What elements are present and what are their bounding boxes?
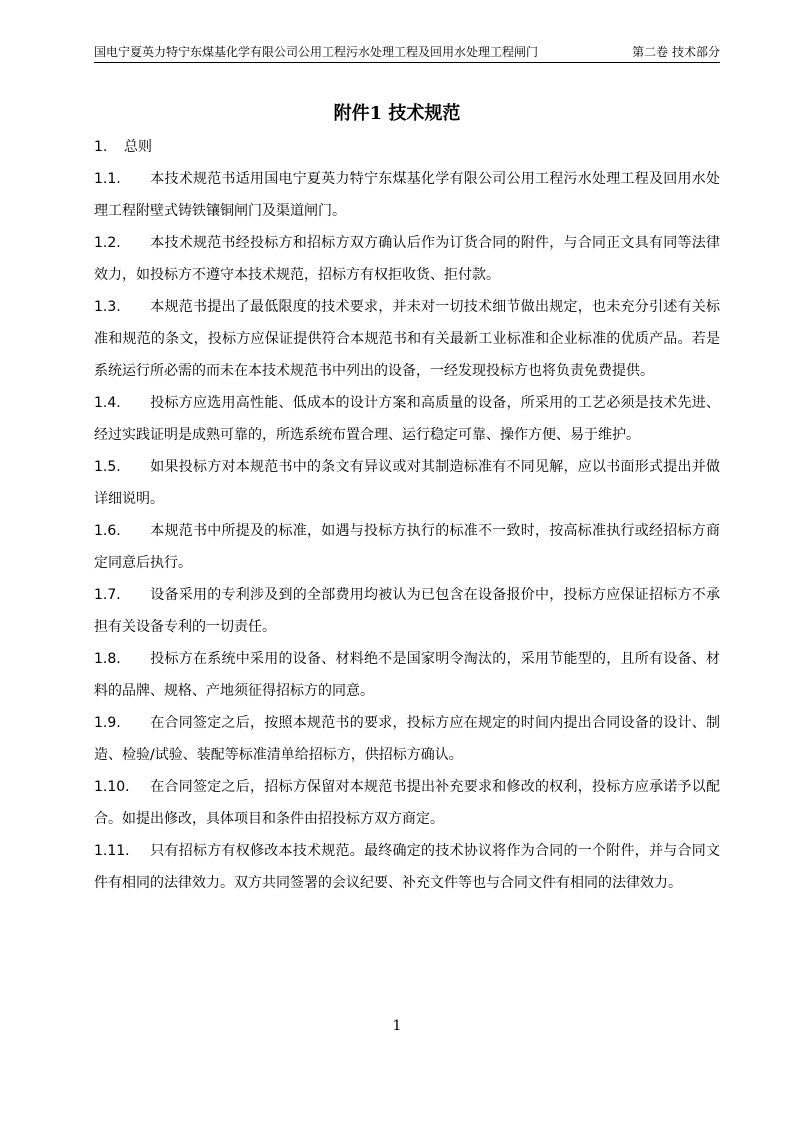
clause-text: 投标方应选用高性能、低成本的设计方案和高质量的设备，所采用的工艺必须是技术先进、经过实践证明是成熟可靠的，所选系统布置合理、运行稳定可靠、操作方便、易于维护。: [94, 395, 720, 443]
section-title: 总则: [124, 139, 152, 155]
document-body: [94, 131, 720, 899]
clause-number: 1.3.: [94, 299, 121, 315]
clause-text: 本规范书中所提及的标准，如遇与投标方执行的标准不一致时，按高标准执行或经招标方商定同意后执行。: [94, 523, 720, 571]
clause-text: 设备采用的专利涉及到的全部费用均被认为已包含在设备报价中，投标方应保证招标方不承担有关设备专利的一切责任。: [94, 587, 720, 635]
clause-text: 本技术规范书经投标方和招标方双方确认后作为订货合同的附件，与合同正文具有同等法律效力，如投标方不遵守本技术规范，招标方有权拒收货、拒付款。: [94, 235, 720, 283]
clause-paragraph: [94, 707, 720, 771]
clause-number: 1.7.: [94, 587, 121, 603]
section-number: 1.: [94, 139, 108, 155]
clause-paragraph: [94, 579, 720, 643]
clause-paragraph: [94, 227, 720, 291]
clause-paragraph: [94, 643, 720, 707]
document-title: 附件1 技术规范: [333, 103, 461, 124]
header-project-title: 国电宁夏英力特宁东煤基化学有限公司公用工程污水处理工程及回用水处理工程闸门: [94, 45, 539, 59]
clause-number: 1.6.: [94, 523, 121, 539]
clause-number: 1.8.: [94, 651, 121, 667]
clause-paragraph: [94, 387, 720, 451]
clause-list: [94, 163, 720, 899]
clause-number: 1.5.: [94, 459, 121, 475]
section-heading: [94, 131, 720, 163]
clause-paragraph: [94, 451, 720, 515]
clause-paragraph: [94, 771, 720, 835]
clause-paragraph: [94, 835, 720, 899]
clause-text: 如果投标方对本规范书中的条文有异议或对其制造标准有不同见解，应以书面形式提出并做详细说明。: [94, 459, 720, 507]
page-number: 1: [392, 1018, 402, 1034]
clause-text: 投标方在系统中采用的设备、材料绝不是国家明令淘汰的，采用节能型的，且所有设备、材料的品牌、规格、产地须征得招标方的同意。: [94, 651, 720, 699]
clause-paragraph: [94, 515, 720, 579]
clause-number: 1.10.: [94, 779, 130, 795]
clause-number: 1.1.: [94, 171, 121, 187]
clause-number: 1.2.: [94, 235, 121, 251]
clause-number: 1.4.: [94, 395, 121, 411]
clause-number: 1.11.: [94, 843, 130, 859]
clause-text: 本技术规范书适用国电宁夏英力特宁东煤基化学有限公司公用工程污水处理工程及回用水处理工程附壁式铸铁镶铜闸门及渠道闸门。: [94, 171, 720, 219]
clause-number: 1.9.: [94, 715, 121, 731]
clause-paragraph: [94, 291, 720, 387]
header-volume-label: 第二卷 技术部分: [632, 45, 720, 59]
clause-text: 只有招标方有权修改本技术规范。最终确定的技术协议将作为合同的一个附件，并与合同文件有相同的法律效力。双方共同签署的会议纪要、补充文件等也与合同文件有相同的法律效力。: [94, 843, 720, 891]
clause-text: 在合同签定之后，招标方保留对本规范书提出补充要求和修改的权利，投标方应承诺予以配合。如提出修改，具体项目和条件由招投标方双方商定。: [94, 779, 720, 827]
clause-text: 在合同签定之后，按照本规范书的要求，投标方应在规定的时间内提出合同设备的设计、制造、检验/试验、装配等标准清单给招标方，供招标方确认。: [94, 715, 720, 763]
clause-paragraph: [94, 163, 720, 227]
page-header: [94, 42, 720, 63]
clause-text: 本规范书提出了最低限度的技术要求，并未对一切技术细节做出规定，也未充分引述有关标准和规范的条文，投标方应保证提供符合本规范书和有关最新工业标准和企业标准的优质产品。若是系统运行所必需的而未在本技术规范书中列出的设备，一经发现投标方也将负责免费提供。: [94, 299, 720, 379]
